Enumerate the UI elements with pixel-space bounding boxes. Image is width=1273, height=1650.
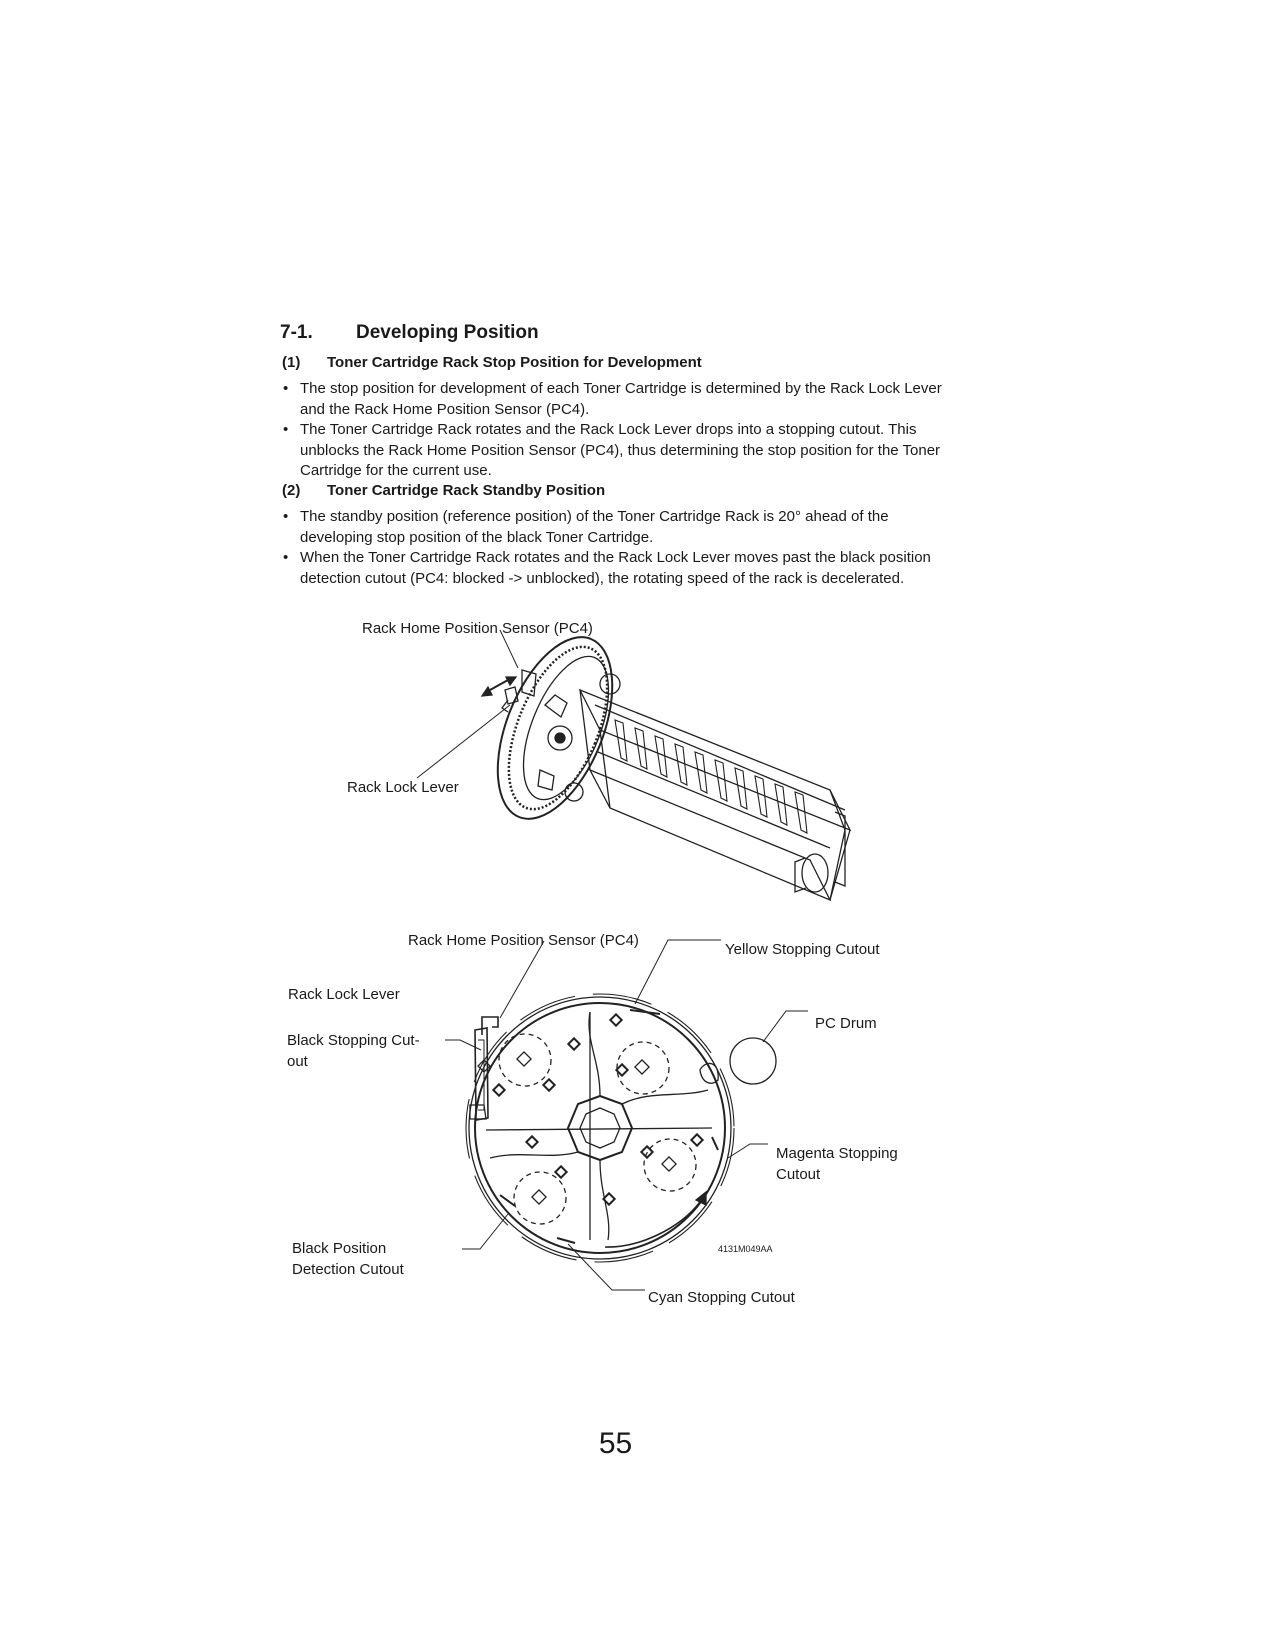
label-black-stopping-cutout-line1: Black Stopping Cut- [287,1032,420,1049]
label-black-position-detection-cutout-line2: Detection Cutout [292,1261,404,1278]
section-number: 7-1. [280,322,313,343]
label-rack-lock-lever-bottom: Rack Lock Lever [288,986,400,1003]
bullet-item: • The standby position (reference position) of the Toner Cartridge Rack is 20° ahead of the developing stop position of the black Toner Cartridge. [282,507,962,548]
figure-code: 4131M049AA [718,1244,773,1254]
label-rack-lock-lever-top: Rack Lock Lever [347,779,459,796]
label-magenta-stopping-cutout-line2: Cutout [776,1166,821,1183]
label-rack-home-position-sensor-bottom: Rack Home Position Sensor (PC4) [408,932,639,949]
page-number: 55 [598,1427,633,1460]
subsection-1-title: Toner Cartridge Rack Stop Position for Development [327,354,702,371]
label-rack-home-position-sensor-top: Rack Home Position Sensor (PC4) [362,620,593,637]
bullet-item: • The stop position for development of each Toner Cartridge is determined by the Rack Lock Lever and the Rack Home Position Sensor (PC4). [282,379,962,420]
bullet-item: • The Toner Cartridge Rack rotates and the Rack Lock Lever drops into a stopping cutout. This unblocks the Rack Home Position Sensor (PC4), thus determining the stop position for the Toner Cartridge for the current use. [282,420,962,482]
section-title: Developing Position [356,322,539,343]
subsection-2-title: Toner Cartridge Rack Standby Position [327,482,606,499]
bullet-item: • When the Toner Cartridge Rack rotates and the Rack Lock Lever moves past the black position detection cutout (PC4: blocked -> unblocked), the rotating speed of the rack is decelerated. [282,548,962,589]
toner-rack-cross-section-illustration [445,940,808,1290]
subsection-1-number: (1) [282,354,301,371]
label-black-stopping-cutout-line2: out [287,1053,308,1070]
label-cyan-stopping-cutout: Cyan Stopping Cutout [648,1289,795,1306]
toner-rack-isometric-illustration [417,621,850,900]
label-yellow-stopping-cutout: Yellow Stopping Cutout [725,941,880,958]
label-black-position-detection-cutout-line1: Black Position [292,1240,387,1257]
subsection-2-number: (2) [282,482,301,499]
label-magenta-stopping-cutout-line1: Magenta Stopping [776,1145,898,1162]
label-pc-drum: PC Drum [815,1015,877,1032]
